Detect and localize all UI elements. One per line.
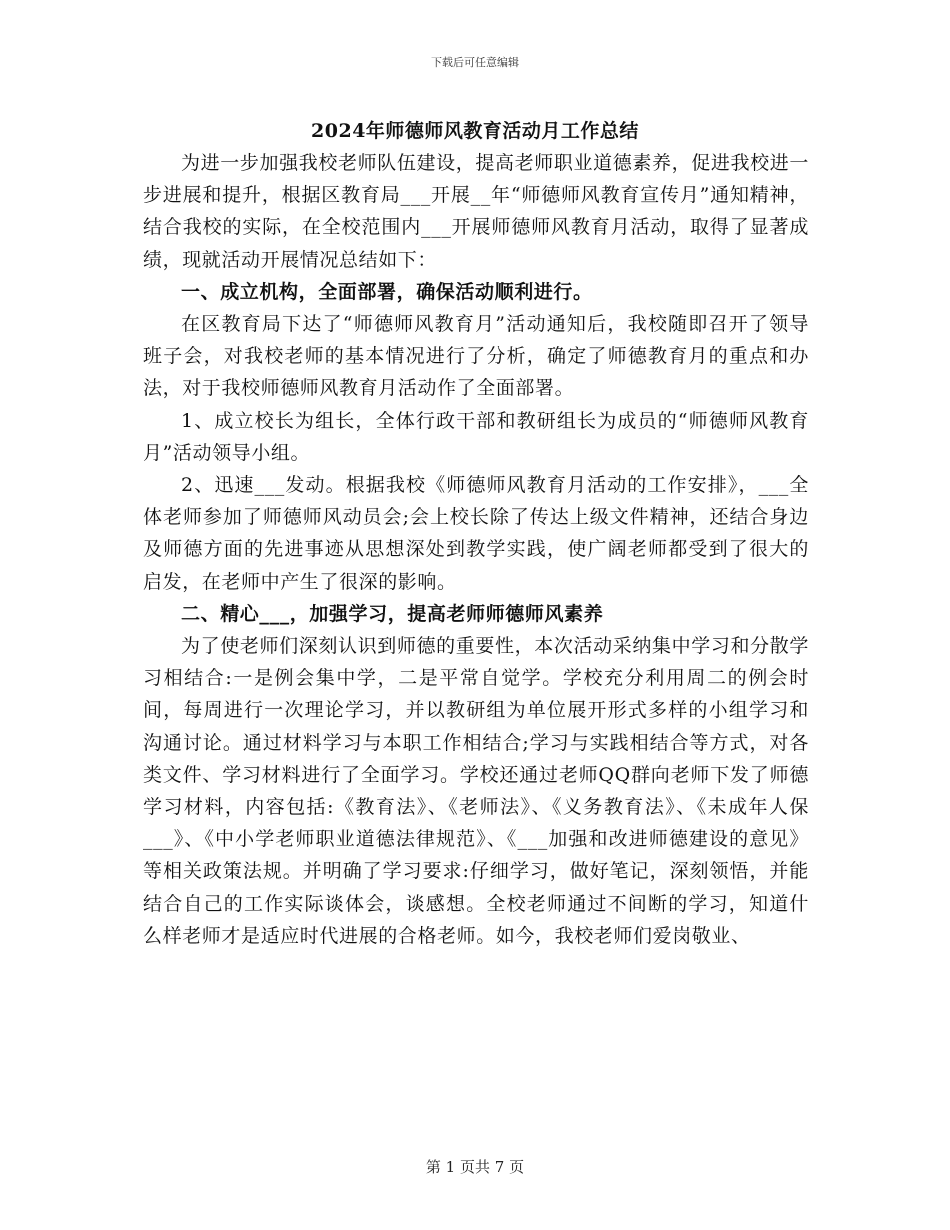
- header-note: 下载后可任意编辑: [431, 56, 519, 69]
- document-body: [143, 147, 809, 952]
- paragraph-item-2: 2、迅速___发动。根据我校《师德师风教育月活动的工作安排》，___全体老师参加了师德师风动员会;会上校长除了传达上级文件精神，还结合身边及师德方面的先进事迹从思想深处到教学实践，使广阔老师都受到了很大的启发，在老师中产生了很深的影响。: [143, 474, 809, 593]
- paragraph-section-1: 在区教育局下达了“师德师风教育月”活动通知后，我校随即召开了领导班子会，对我校老师的基本情况进行了分析，确定了师德教育月的重点和办法，对于我校师德师风教育月活动作了全面部署。: [143, 313, 809, 400]
- paragraph-intro: 为进一步加强我校老师队伍建设，提高老师职业道德素养，促进我校进一步进展和提升，根据区教育局___开展__年“师德师风教育宣传月”通知精神，结合我校的实际，在全校范围内___开展师德师风教育月活动，取得了显著成绩，现就活动开展情况总结如下：: [143, 152, 809, 271]
- section-heading-2: 二、精心___，加强学习，提高老师师德师风素养: [181, 602, 604, 625]
- section-heading-1: 一、成立机构，全面部署，确保活动顺利进行。: [181, 280, 593, 303]
- paragraph-section-2: 为了使老师们深刻认识到师德的重要性，本次活动采纳集中学习和分散学习相结合:一是例会集中学，二是平常自觉学。学校充分利用周二的例会时间，每周进行一次理论学习，并以教研组为单位展开形式多样的小组学习和沟通讨论。通过材料学习与本职工作相结合;学习与实践相结合等方式，对各类文件、学习材料进行了全面学习。学校还通过老师QQ群向老师下发了师德学习材料，内容包括:《教育法》、《老师法》、《义务教育法》、《未成年人保___》、《中小学老师职业道德法律规范》、《___加强和改进师德建设的意见》等相关政策法规。并明确了学习要求:仔细学习，做好笔记，深刻领悟，并能结合自己的工作实际谈体会，谈感想。全校老师通过不间断的学习，知道什么样老师才是适应时代进展的合格老师。如今，我校老师们爱岗敬业、: [143, 635, 809, 947]
- paragraph-item-1: 1、成立校长为组长，全体行政干部和教研组长为成员的“师德师风教育月”活动领导小组。: [143, 409, 809, 464]
- page-number-footer: 第 1 页共 7 页: [425, 1158, 525, 1176]
- document-title: 2024年师德师风教育活动月工作总结: [311, 120, 639, 142]
